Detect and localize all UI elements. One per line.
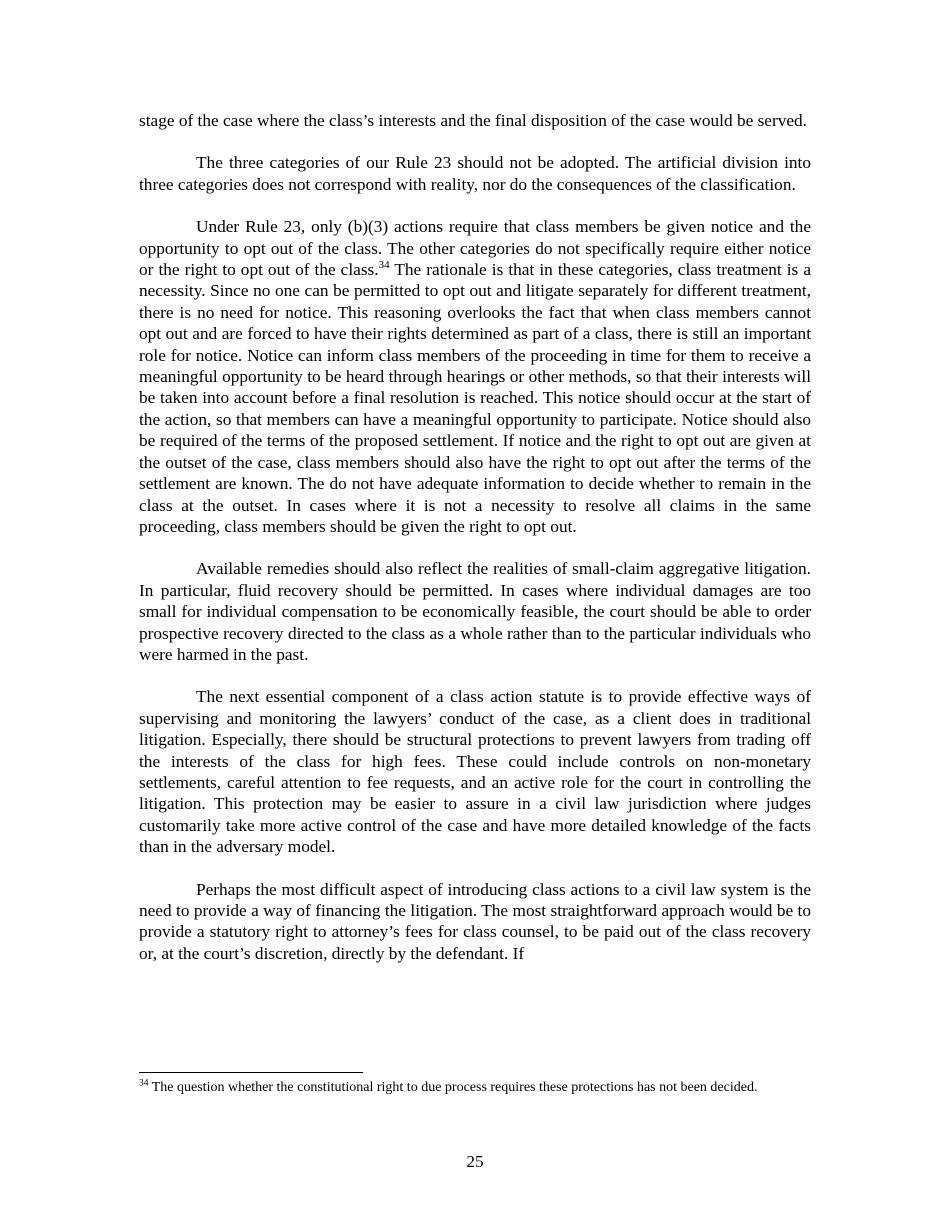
paragraph-notice-text-before: Under Rule 23, only (b)(3) actions require that class members be given notice and the opportunity to opt out of the class. The other categories do not specifically require either notice or the right to opt out of the class. — [139, 217, 811, 280]
footnote-reference-34[interactable]: 34 — [378, 259, 390, 272]
paragraph-notice-opt-out — [139, 216, 811, 537]
paragraph-rule-23-categories: The three categories of our Rule 23 should not be adopted. The artificial division into three categories does not correspond with reality, nor do the consequences of the classification. — [139, 153, 811, 194]
paragraph-financing: Perhaps the most difficult aspect of introducing class actions to a civil law system is the need to provide a way of financing the litigation. The most straightforward approach would be to provide a statutory right to attorney’s fees for class counsel, to be paid out of the class recovery or, at the court’s discretion, directly by the defendant. If — [139, 879, 811, 963]
page-body — [139, 110, 811, 985]
paragraph-continuation: stage of the case where the class’s interests and the final disposition of the case would be served. — [139, 111, 808, 130]
footnote-number: 34 — [139, 1078, 149, 1089]
page-number: 25 — [466, 1152, 484, 1171]
paragraph-remedies: Available remedies should also reflect the realities of small-claim aggregative litigation. In particular, fluid recovery should be permitted. In cases where individual damages are too small for individual compensation to be economically feasible, the court should be able to order prospective recovery directed to the class as a whole rather than to the particular individuals who were harmed in the past. — [139, 559, 811, 664]
footnote-34 — [139, 1079, 799, 1097]
footnote-text: The question whether the constitutional right to due process requires these protections has not been decided. — [148, 1080, 758, 1095]
footnote-divider — [139, 1072, 363, 1073]
paragraph-notice-text-after: The rationale is that in these categories, class treatment is a necessity. Since no one can be permitted to opt out and litigate separately for different treatment, there is no need for notice. This reasoning overlooks the fact that when class members cannot opt out and are forced to have their rights determined as part of a class, there is still an important role for notice. Notice can inform class members of the proceeding in time for them to receive a meaningful opportunity to be heard through hearings or other methods, so that their interests will be taken into account before a final resolution is reached. This notice should occur at the start of the action, so that members can have a meaningful opportunity to participate. Notice should also be required of the terms of the proposed settlement. If notice and the right to opt out are given at the outset of the case, class members should also have the right to opt out after the terms of the settlement are known. The do not have adequate information to decide whether to remain in the class at the outset. In cases where it is not a necessity to resolve all claims in the same proceeding, class members should be given the right to opt out. — [139, 260, 811, 536]
paragraph-supervision: The next essential component of a class action statute is to provide effective ways of supervising and monitoring the lawyers’ conduct of the case, as a client does in traditional litigation. Especially, there should be structural protections to prevent lawyers from trading off the interests of the class for high fees. These could include controls on non-monetary settlements, careful attention to fee requests, and an active role for the court in controlling the litigation. This protection may be easier to assure in a civil law jurisdiction where judges customarily take more active control of the case and have more detailed knowledge of the facts than in the adversary model. — [139, 687, 811, 857]
